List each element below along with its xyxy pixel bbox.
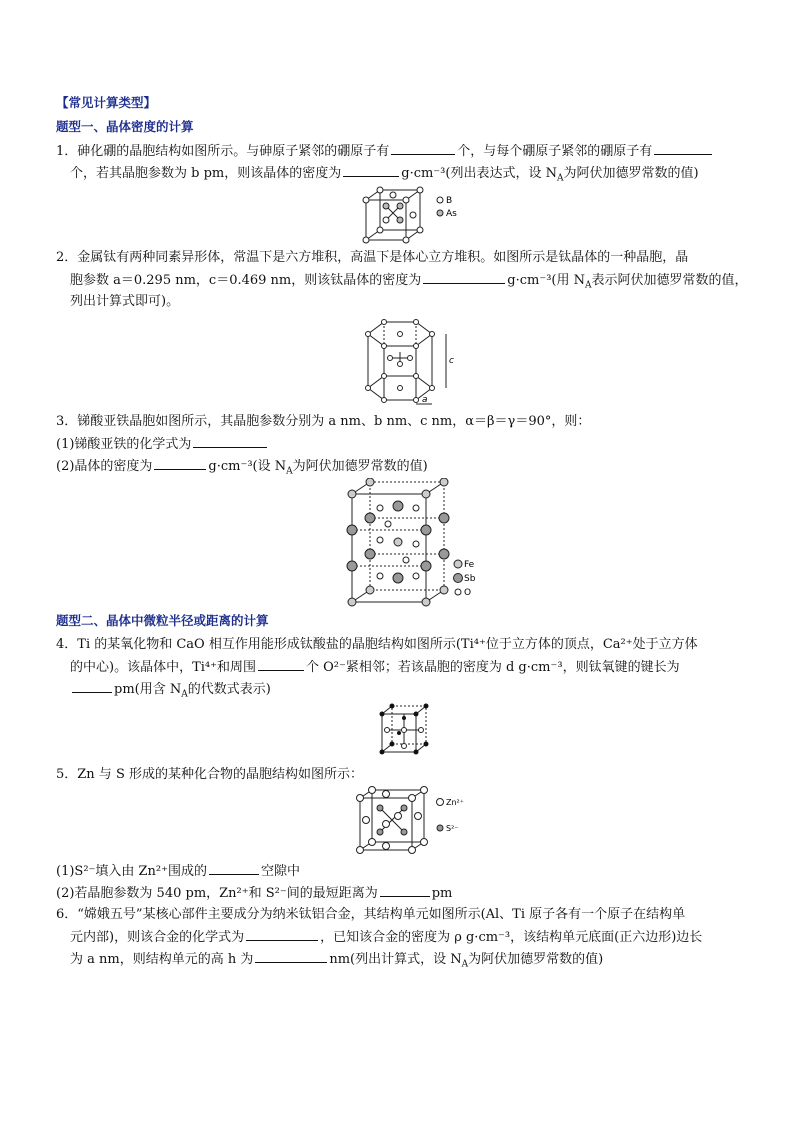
q4-text: 的代数式表示) — [187, 682, 271, 697]
q5-blank-1[interactable] — [209, 860, 259, 875]
subscript: A — [556, 173, 564, 184]
q1-figure-arsenide-boride-cell — [362, 186, 472, 246]
q1-text: g·cm⁻³(列出表达式，设 N — [401, 166, 557, 181]
q6-text: nm(列出计算式，设 N — [329, 952, 462, 967]
q3-sub1 — [56, 433, 746, 456]
q1-line1 — [56, 140, 746, 163]
q1-text: 个，与每个硼原子紧邻的硼原子有 — [457, 144, 653, 159]
type2-heading: 题型二、晶体中微粒半径或距离的计算 — [56, 613, 269, 628]
q1-text: 为阿伏加德罗常数的值) — [563, 166, 699, 181]
q6-text: 为阿伏加德罗常数的值) — [468, 952, 604, 967]
q5-text: pm — [431, 886, 453, 901]
q2-line1: 2．金属钛有两种同素异形体，常温下是六方堆积，高温下是体心立方堆积。如图所示是钛晶体的一种晶胞，晶 — [56, 250, 689, 265]
subscript: A — [461, 959, 469, 970]
q5-text: (2)若晶胞参数为 540 pm，Zn²⁺和 S²⁻间的最短距离为 — [56, 886, 378, 901]
subscript: A — [286, 466, 293, 477]
q2-blank-1[interactable] — [423, 269, 505, 284]
q4-text: pm(用含 N — [114, 682, 182, 697]
q1-text: 1．砷化硼的晶胞结构如图所示。与砷原子紧邻的硼原子有 — [56, 144, 390, 159]
q2-text: g·cm⁻³(用 N — [507, 273, 585, 288]
q3-text: (2)晶体的密度为 — [56, 459, 153, 474]
q5-sub1 — [56, 860, 746, 883]
q6-blank-1[interactable] — [246, 926, 318, 941]
q4-line1: 4．Ti 的某氧化物和 CaO 相互作用能形成钛酸盐的晶胞结构如图所示(Ti⁴⁺位于立方体的顶点，Ca²⁺处于立方体 — [56, 637, 698, 652]
q2-line3: 列出计算式即可)。 — [70, 294, 180, 309]
q4-blank-1[interactable] — [258, 656, 304, 671]
q1-blank-1[interactable] — [391, 140, 455, 155]
q2-text: 表示阿伏加德罗常数的值， — [591, 273, 748, 288]
q4-text: 的中心)。该晶体中，Ti⁴⁺和周围 — [70, 660, 256, 675]
q5-text: (1)S²⁻填入由 Zn²⁺围成的 — [56, 864, 208, 879]
subscript: A — [584, 280, 592, 291]
q6-line1: 6．“嫦娥五号”某核心部件主要成分为纳米钛铝合金，其结构单元如图所示(Al、Ti 原子各有一个原子在结构单 — [56, 907, 686, 922]
legend-zn-label: Zn²⁺ — [446, 798, 464, 807]
legend-sb-label: Sb — [464, 574, 476, 584]
legend-o-label: O — [464, 588, 472, 598]
legend-zn-icon — [437, 799, 444, 806]
legend-as-label: As — [446, 209, 457, 219]
q3-blank-1[interactable] — [193, 433, 267, 448]
legend-b-label: B — [446, 196, 453, 206]
legend-b-icon — [437, 197, 443, 203]
q4-figure-titanate-cell — [378, 702, 430, 758]
q3-text: g·cm⁻³(设 N — [208, 459, 287, 474]
q5-text: 空隙中 — [261, 864, 301, 879]
legend-s-icon — [437, 825, 443, 831]
q6-line3 — [70, 948, 760, 976]
q3-figure-iron-antimonate-cell — [344, 478, 494, 608]
legend-o-icon — [455, 589, 461, 595]
q1-text: 个，若其晶胞参数为 b pm，则该晶体的密度为 — [70, 166, 342, 181]
q5-figure-zinc-sulfide-cell — [354, 786, 474, 856]
q5-blank-2[interactable] — [380, 882, 430, 897]
q2-figure-titanium-hcp-cell — [360, 316, 460, 408]
section-heading: 【常见计算类型】 — [56, 95, 157, 110]
q6-blank-2[interactable] — [255, 948, 327, 963]
q4-line2 — [70, 656, 760, 679]
legend-fe-icon — [454, 560, 462, 568]
legend-s-label: S²⁻ — [446, 824, 459, 833]
q5-sub2 — [56, 882, 746, 905]
q3-text: (1)锑酸亚铁的化学式为 — [56, 437, 192, 452]
q3-line1: 3．锑酸亚铁晶胞如图所示，其晶胞参数分别为 a nm、b nm、c nm，α＝β＝γ＝90°，则： — [56, 414, 591, 429]
q6-text: 为 a nm，则结构单元的高 h 为 — [70, 952, 254, 967]
q3-blank-2[interactable] — [154, 455, 206, 470]
q1-blank-3[interactable] — [343, 162, 399, 177]
legend-as-icon — [437, 210, 443, 216]
q4-blank-2[interactable] — [72, 678, 112, 693]
type1-heading: 题型一、晶体密度的计算 — [56, 119, 194, 134]
q5-line1: 5．Zn 与 S 形成的某种化合物的晶胞结构如图所示： — [56, 767, 363, 782]
legend-sb-icon — [454, 574, 463, 583]
q6-line2 — [70, 926, 760, 949]
q3-text: 为阿伏加德罗常数的值) — [292, 459, 428, 474]
subscript: A — [181, 689, 188, 700]
q6-text: 元内部)，则该合金的化学式为 — [70, 930, 245, 945]
q1-blank-2[interactable] — [654, 140, 712, 155]
label-a: a — [422, 395, 428, 405]
q2-text: 胞参数 a＝0.295 nm，c＝0.469 nm，则该钛晶体的密度为 — [70, 273, 422, 288]
legend-fe-label: Fe — [464, 560, 475, 570]
q6-text: ，已知该合金的密度为 ρ g·cm⁻³，该结构单元底面(正六边形)边长 — [320, 930, 703, 945]
q4-text: 个 O²⁻紧相邻；若该晶胞的密度为 d g·cm⁻³，则钛氧键的键长为 — [305, 660, 680, 675]
label-c: c — [449, 356, 454, 366]
